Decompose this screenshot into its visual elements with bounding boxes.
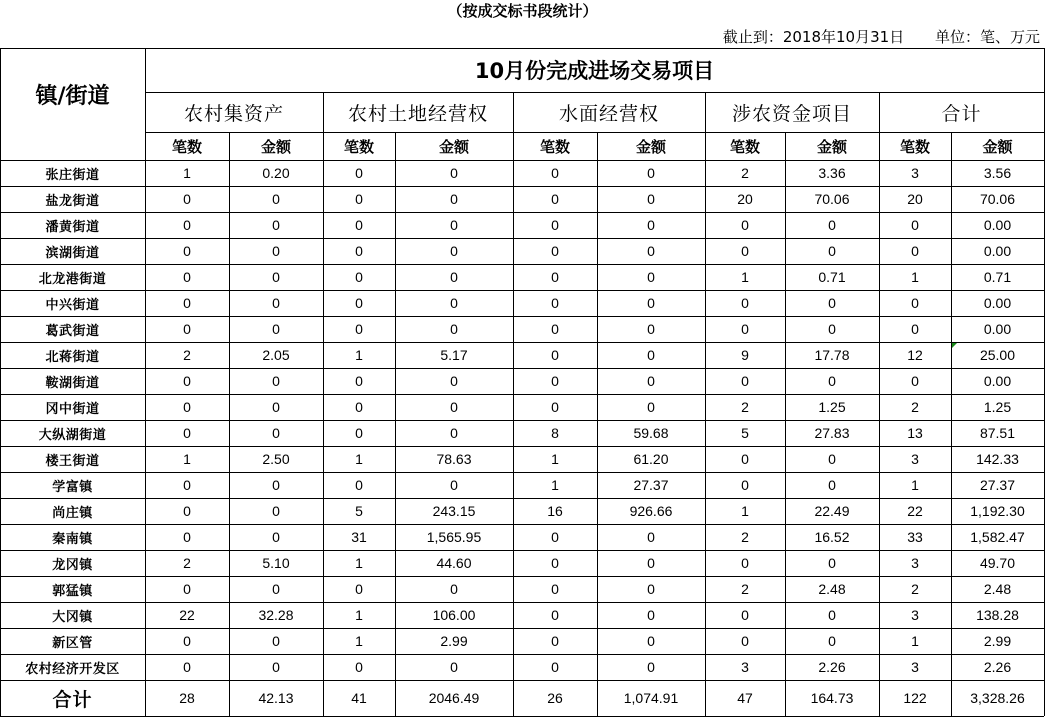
amount-cell: 1,565.95: [426, 529, 482, 545]
amount-cell: 22.49: [814, 503, 850, 519]
amount-header: 金额: [438, 137, 469, 156]
count-cell: 0: [551, 165, 559, 181]
count-cell: 0: [741, 633, 749, 649]
total-label: 合计: [52, 688, 93, 711]
amount-cell: 0.20: [262, 165, 290, 181]
town-name: 张庄街道: [45, 167, 100, 183]
amount-cell: 0: [450, 477, 458, 493]
amount-cell: 0: [828, 295, 836, 311]
count-cell: 0: [551, 373, 559, 389]
amount-cell: 0: [828, 451, 836, 467]
count-cell: 0: [183, 373, 191, 389]
amount-cell: 27.37: [979, 477, 1016, 493]
count-header: 笔数: [539, 137, 570, 156]
amount-header: 金额: [816, 137, 847, 156]
count-cell: 0: [355, 243, 363, 259]
amount-cell: 0.00: [983, 373, 1012, 389]
amount-cell: 0: [828, 243, 836, 259]
sheet-meta: [0, 24, 1040, 48]
cell-comment-marker: [952, 343, 957, 348]
town-name: 中兴街道: [45, 297, 100, 313]
count-cell: 3: [911, 165, 919, 181]
count-cell: 0: [183, 243, 191, 259]
count-cell: 3: [911, 451, 919, 467]
amount-cell: 70.06: [814, 191, 850, 207]
amount-cell: 0: [450, 321, 458, 337]
count-cell: 20: [737, 191, 753, 207]
amount-cell: 0: [647, 165, 655, 181]
count-cell: 0: [183, 633, 191, 649]
amount-cell: 0: [272, 659, 280, 675]
total-count-cell: 26: [547, 690, 563, 706]
amount-cell: 87.51: [979, 425, 1016, 441]
town-name: 秦南镇: [52, 531, 93, 547]
town-name: 潘黄街道: [45, 219, 100, 235]
amount-cell: 0: [450, 425, 458, 441]
count-cell: 0: [911, 295, 919, 311]
amount-cell: 0: [828, 217, 836, 233]
amount-cell: 0: [647, 373, 655, 389]
count-cell: 1: [355, 607, 363, 623]
count-cell: 0: [551, 607, 559, 623]
town-name: 北蒋街道: [45, 349, 100, 365]
amount-cell: 0: [272, 399, 280, 415]
amount-cell: 0: [450, 659, 458, 675]
count-cell: 0: [355, 659, 363, 675]
count-cell: 3: [911, 659, 919, 675]
amount-cell: 0: [828, 321, 836, 337]
amount-cell: 0: [272, 477, 280, 493]
count-cell: 0: [911, 243, 919, 259]
count-cell: 1: [551, 477, 559, 493]
group-header-4: 合计: [941, 102, 982, 125]
amount-cell: 59.68: [633, 425, 669, 441]
amount-cell: 0: [647, 607, 655, 623]
amount-cell: 5.10: [262, 555, 290, 571]
amount-cell: 106.00: [432, 607, 476, 623]
amount-cell: 243.15: [432, 503, 476, 519]
town-name: 郭猛镇: [52, 583, 93, 599]
amount-cell: 0: [272, 295, 280, 311]
count-cell: 33: [907, 529, 923, 545]
amount-cell: 0: [272, 243, 280, 259]
count-cell: 1: [551, 451, 559, 467]
amount-cell: 44.60: [436, 555, 472, 571]
count-cell: 9: [741, 347, 749, 363]
amount-cell: 32.28: [258, 607, 294, 623]
total-count-cell: 47: [737, 690, 753, 706]
count-cell: 0: [355, 217, 363, 233]
count-cell: 0: [741, 607, 749, 623]
amount-cell: 138.28: [976, 607, 1019, 623]
amount-cell: 2.99: [983, 633, 1012, 649]
town-name: 冈中街道: [45, 401, 100, 417]
count-cell: 0: [355, 581, 363, 597]
count-cell: 2: [911, 581, 919, 597]
amount-cell: 0: [647, 529, 655, 545]
count-cell: 1: [911, 633, 919, 649]
count-cell: 1: [355, 451, 363, 467]
town-name: 新区管: [52, 635, 93, 651]
count-cell: 0: [183, 477, 191, 493]
count-cell: 2: [183, 555, 191, 571]
amount-cell: 78.63: [436, 451, 472, 467]
amount-cell: 0: [647, 269, 655, 285]
town-name: 鞍湖街道: [45, 375, 100, 391]
count-cell: 0: [183, 269, 191, 285]
amount-cell: 1.25: [983, 399, 1012, 415]
amount-cell: 0: [272, 217, 280, 233]
count-cell: 2: [741, 581, 749, 597]
town-name: 楼王街道: [45, 453, 100, 469]
count-cell: 2: [741, 529, 749, 545]
count-cell: 0: [551, 321, 559, 337]
count-cell: 0: [183, 191, 191, 207]
count-cell: 0: [355, 425, 363, 441]
amount-cell: 0.00: [983, 243, 1012, 259]
count-cell: 0: [551, 529, 559, 545]
count-cell: 0: [741, 373, 749, 389]
count-cell: 1: [183, 451, 191, 467]
count-cell: 0: [551, 659, 559, 675]
amount-cell: 0: [647, 581, 655, 597]
amount-cell: 27.37: [633, 477, 669, 493]
count-cell: 0: [551, 581, 559, 597]
count-cell: 0: [355, 321, 363, 337]
amount-cell: 25.00: [979, 347, 1016, 363]
count-cell: 0: [183, 581, 191, 597]
amount-cell: 142.33: [976, 451, 1019, 467]
amount-header: 金额: [982, 137, 1013, 156]
count-cell: 0: [355, 165, 363, 181]
amount-cell: 0: [828, 607, 836, 623]
total-count-cell: 122: [903, 690, 927, 706]
town-name: 大纵湖街道: [38, 427, 107, 443]
count-header: 笔数: [343, 137, 374, 156]
count-cell: 1: [183, 165, 191, 181]
count-cell: 1: [911, 477, 919, 493]
total-count-cell: 41: [351, 690, 367, 706]
town-name: 尚庄镇: [52, 505, 93, 521]
count-cell: 1: [741, 269, 749, 285]
amount-cell: 2.48: [818, 581, 846, 597]
total-amount-cell: 1,074.91: [623, 690, 679, 706]
count-cell: 1: [355, 347, 363, 363]
amount-cell: 2.50: [262, 451, 290, 467]
count-cell: 0: [551, 269, 559, 285]
count-cell: 0: [741, 321, 749, 337]
amount-cell: 0: [647, 399, 655, 415]
amount-cell: 0: [272, 529, 280, 545]
count-cell: 0: [741, 295, 749, 311]
amount-cell: 0.00: [983, 321, 1012, 337]
count-cell: 0: [551, 399, 559, 415]
count-cell: 1: [355, 633, 363, 649]
group-header-0: 农村集资产: [183, 102, 284, 125]
count-cell: 13: [907, 425, 923, 441]
total-count-cell: 28: [179, 690, 195, 706]
amount-cell: 0: [272, 321, 280, 337]
amount-cell: 49.70: [979, 555, 1016, 571]
town-name: 北龙港街道: [38, 271, 107, 287]
count-cell: 3: [741, 659, 749, 675]
amount-cell: 61.20: [633, 451, 669, 467]
town-name: 龙冈镇: [52, 557, 93, 573]
count-cell: 0: [741, 451, 749, 467]
count-cell: 0: [551, 347, 559, 363]
count-cell: 2: [741, 399, 749, 415]
amount-cell: 2.48: [983, 581, 1012, 597]
amount-cell: 0: [450, 373, 458, 389]
amount-cell: 1,582.47: [970, 529, 1025, 545]
town-name: 葛武街道: [45, 323, 100, 339]
amount-cell: 3.36: [818, 165, 846, 181]
amount-cell: 0: [272, 503, 280, 519]
amount-header: 金额: [635, 137, 666, 156]
count-cell: 22: [179, 607, 195, 623]
amount-cell: 0: [647, 633, 655, 649]
count-cell: 0: [551, 555, 559, 571]
total-amount-cell: 164.73: [810, 690, 854, 706]
count-cell: 12: [907, 347, 923, 363]
count-header: 笔数: [729, 137, 760, 156]
count-cell: 0: [551, 295, 559, 311]
amount-cell: 3.56: [983, 165, 1012, 181]
count-cell: 0: [183, 529, 191, 545]
count-header: 笔数: [899, 137, 930, 156]
amount-cell: 0: [828, 373, 836, 389]
amount-cell: 926.66: [629, 503, 673, 519]
amount-cell: 0: [272, 581, 280, 597]
town-name: 学富镇: [52, 479, 93, 495]
amount-cell: 0: [647, 191, 655, 207]
cutoff-date: 截止到：2018年10月31日: [722, 28, 905, 46]
count-cell: 0: [183, 659, 191, 675]
count-cell: 2: [741, 165, 749, 181]
amount-header: 金额: [260, 137, 291, 156]
town-name: 盐龙街道: [45, 193, 100, 209]
count-header: 笔数: [171, 137, 202, 156]
amount-cell: 0: [647, 217, 655, 233]
amount-cell: 1.25: [818, 399, 846, 415]
amount-cell: 27.83: [814, 425, 850, 441]
count-cell: 1: [741, 503, 749, 519]
amount-cell: 5.17: [440, 347, 468, 363]
amount-cell: 0: [272, 269, 280, 285]
count-cell: 0: [741, 243, 749, 259]
count-cell: 0: [183, 217, 191, 233]
count-cell: 3: [911, 555, 919, 571]
amount-cell: 0: [647, 321, 655, 337]
amount-cell: 0: [647, 555, 655, 571]
amount-cell: 0: [450, 165, 458, 181]
count-cell: 0: [911, 321, 919, 337]
amount-cell: 0: [272, 191, 280, 207]
amount-cell: 70.06: [979, 191, 1016, 207]
count-cell: 0: [355, 191, 363, 207]
count-cell: 0: [355, 399, 363, 415]
amount-cell: 0: [450, 295, 458, 311]
amount-cell: 0: [450, 269, 458, 285]
town-name: 滨湖街道: [45, 245, 100, 261]
table-title: 10月份完成进场交易项目: [474, 59, 715, 83]
count-cell: 3: [911, 607, 919, 623]
amount-cell: 0: [450, 243, 458, 259]
count-cell: 0: [355, 295, 363, 311]
amount-cell: 0: [647, 243, 655, 259]
amount-cell: 0: [828, 555, 836, 571]
amount-cell: 0.00: [983, 217, 1012, 233]
count-cell: 0: [551, 191, 559, 207]
amount-cell: 0: [450, 217, 458, 233]
total-amount-cell: 42.13: [258, 690, 294, 706]
amount-cell: 0: [828, 477, 836, 493]
row-header-label: 镇/街道: [35, 83, 110, 109]
amount-cell: 0: [450, 399, 458, 415]
count-cell: 31: [351, 529, 367, 545]
amount-cell: 17.78: [814, 347, 850, 363]
amount-cell: 0: [647, 295, 655, 311]
count-cell: 0: [183, 425, 191, 441]
amount-cell: 0: [647, 347, 655, 363]
count-cell: 0: [551, 633, 559, 649]
count-cell: 0: [741, 217, 749, 233]
count-cell: 0: [355, 477, 363, 493]
amount-cell: 2.05: [262, 347, 290, 363]
count-cell: 0: [183, 399, 191, 415]
count-cell: 5: [355, 503, 363, 519]
count-cell: 0: [911, 373, 919, 389]
amount-cell: 0: [272, 425, 280, 441]
count-cell: 2: [911, 399, 919, 415]
count-cell: 0: [183, 503, 191, 519]
total-amount-cell: 2046.49: [428, 690, 480, 706]
sheet-caption: （按成交标书段统计）: [447, 2, 598, 20]
count-cell: 0: [551, 217, 559, 233]
town-name: 农村经济开发区: [25, 661, 120, 677]
count-cell: 0: [355, 373, 363, 389]
amount-cell: 2.99: [440, 633, 468, 649]
amount-cell: 0.00: [983, 295, 1012, 311]
amount-cell: 0: [450, 581, 458, 597]
count-cell: 0: [183, 295, 191, 311]
amount-cell: 16.52: [814, 529, 850, 545]
count-cell: 0: [911, 217, 919, 233]
amount-cell: 0.71: [983, 269, 1012, 285]
group-header-2: 水面经营权: [558, 102, 659, 125]
count-cell: 2: [183, 347, 191, 363]
count-cell: 16: [547, 503, 563, 519]
count-cell: 0: [355, 269, 363, 285]
amount-cell: 0: [828, 633, 836, 649]
count-cell: 22: [907, 503, 923, 519]
amount-cell: 0: [450, 191, 458, 207]
amount-cell: 0: [647, 659, 655, 675]
amount-cell: 1,192.30: [970, 503, 1025, 519]
group-header-1: 农村土地经营权: [347, 102, 488, 125]
count-cell: 1: [355, 555, 363, 571]
town-name: 大冈镇: [52, 609, 93, 625]
amount-cell: 2.26: [818, 659, 846, 675]
amount-cell: 0: [272, 373, 280, 389]
count-cell: 0: [183, 321, 191, 337]
count-cell: 0: [741, 477, 749, 493]
count-cell: 5: [741, 425, 749, 441]
count-cell: 8: [551, 425, 559, 441]
total-amount-cell: 3,328.26: [970, 690, 1025, 706]
count-cell: 0: [551, 243, 559, 259]
count-cell: 0: [741, 555, 749, 571]
amount-cell: 2.26: [983, 659, 1012, 675]
amount-cell: 0: [272, 633, 280, 649]
group-header-3: 涉农资金项目: [731, 102, 852, 125]
unit-label: 单位：笔、万元: [934, 28, 1040, 46]
amount-cell: 0.71: [818, 269, 846, 285]
count-cell: 20: [907, 191, 923, 207]
count-cell: 1: [911, 269, 919, 285]
